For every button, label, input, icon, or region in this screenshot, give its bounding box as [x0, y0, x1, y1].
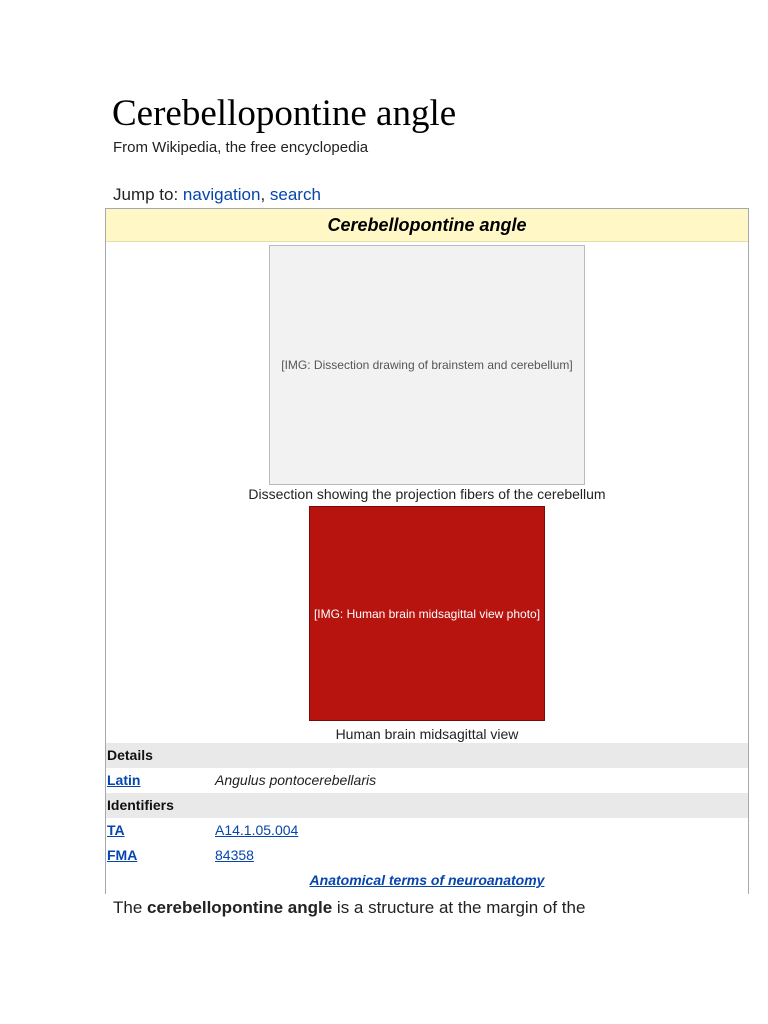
infobox: [105, 208, 749, 894]
lead-suffix: is a structure at the margin of the: [332, 898, 586, 917]
fma-link[interactable]: FMA: [107, 847, 138, 863]
dissection-caption: Dissection showing the projection fibers of the cerebellum: [248, 486, 606, 502]
latin-link[interactable]: Latin: [107, 772, 141, 788]
jump-to-bar: [113, 185, 321, 205]
midsagittal-image[interactable]: [IMG: Human brain midsagittal view photo]: [309, 506, 545, 721]
ta-row: [106, 818, 748, 843]
infobox-footer: [106, 868, 748, 893]
lead-prefix: The: [113, 898, 148, 917]
dissection-image[interactable]: [IMG: Dissection drawing of brainstem and cerebellum]: [269, 245, 585, 485]
infobox-figure-1: [106, 245, 748, 503]
infobox-title: Cerebellopontine angle: [106, 209, 748, 242]
identifiers-header: Identifiers: [106, 793, 748, 818]
latin-row: [106, 768, 748, 793]
details-header: Details: [106, 743, 748, 768]
fma-row: [106, 843, 748, 868]
jump-prefix: Jump to:: [113, 185, 183, 204]
fma-value-link[interactable]: 84358: [215, 847, 254, 863]
lead-paragraph: [113, 898, 585, 918]
jump-search-link[interactable]: search: [269, 185, 321, 204]
jump-separator: ,: [260, 185, 270, 204]
infobox-figure-2: [106, 506, 748, 743]
page-title: Cerebellopontine angle: [112, 93, 457, 134]
page-tagline: From Wikipedia, the free encyclopedia: [113, 139, 369, 156]
midsagittal-caption: Human brain midsagittal view: [335, 726, 519, 742]
anatomical-terms-link[interactable]: Anatomical terms of neuroanatomy: [309, 872, 545, 888]
jump-navigation-link[interactable]: navigation: [182, 185, 261, 204]
lead-bold-term: cerebellopontine angle: [147, 898, 333, 917]
ta-value-link[interactable]: A14.1.05.004: [215, 822, 299, 838]
ta-link[interactable]: TA: [107, 822, 125, 838]
latin-value: Angulus pontocerebellaris: [215, 772, 377, 788]
